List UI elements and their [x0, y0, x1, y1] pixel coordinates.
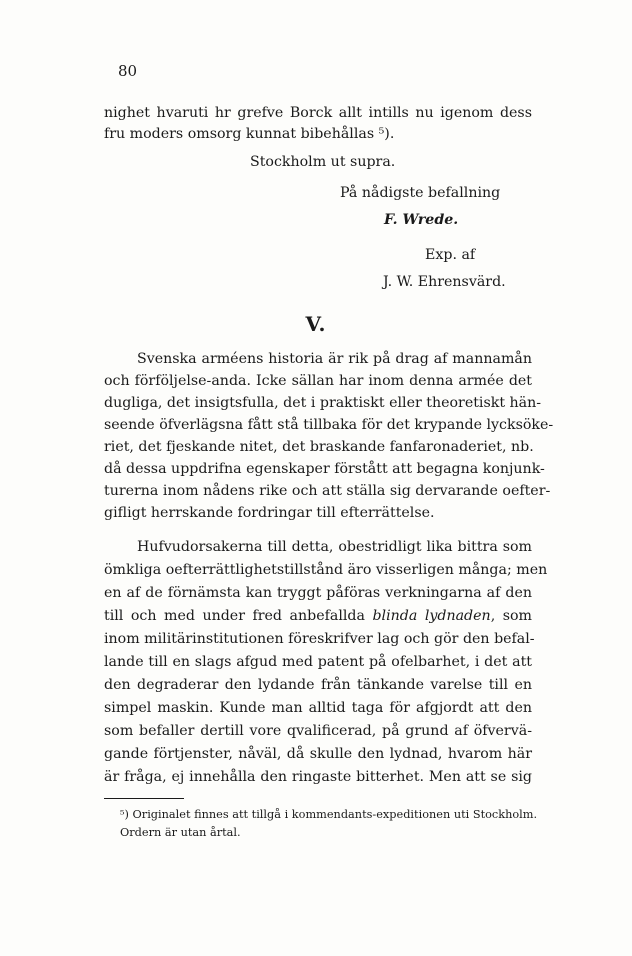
paragraph-line: inom militärinstitutionen föreskrifver lag och gör den befal-: [104, 631, 535, 647]
paragraph-line: riet, det fjeskande nitet, det braskande fanfaronaderiet, nb.: [104, 439, 534, 455]
paragraph-line: och förföljelse-anda. Icke sällan har inom denna armée det: [104, 373, 532, 389]
text-run: , som: [490, 608, 532, 624]
expeditor: J. W. Ehrensvärd.: [383, 274, 506, 290]
expedited-by: Exp. af: [425, 247, 476, 263]
footnote-line: Ordern är utan årtal.: [120, 826, 241, 839]
paragraph-line: seende öfverlägsna fått stå tillbaka för det krypande lycksöke-: [104, 417, 554, 433]
paragraph-line: då dessa uppdrifna egenskaper förstått att begagna konjunk-: [104, 461, 545, 477]
paragraph-line: är fråga, ej innehålla den ringaste bitterhet. Men att se sig: [104, 769, 532, 785]
place-date: Stockholm ut supra.: [250, 154, 396, 170]
paragraph-line: en af de förnämsta kan tryggt påföras verkningarna af den: [104, 585, 532, 601]
paragraph-line: lande till en slags afgud med patent på ofelbarhet, i det att: [104, 654, 532, 670]
paragraph-line: som befaller dertill vore qvalificerad, på grund af öfvervä-: [104, 723, 532, 739]
signatory: F. Wrede.: [384, 212, 459, 228]
paragraph-line: Svenska arméens historia är rik på drag af mannamån: [137, 351, 532, 367]
paragraph-line: [104, 606, 532, 626]
letter-text-line: fru moders omsorg kunnat bibehållas ⁵).: [104, 126, 395, 142]
footnote-rule: [104, 798, 184, 799]
text-run: till och med under fred anbefallda: [104, 608, 373, 624]
paragraph-line: den degraderar den lydande från tänkande varelse till en: [104, 677, 532, 693]
paragraph-line: gande förtjenster, nåväl, då skulle den lydnad, hvarom här: [104, 746, 532, 762]
emphasized-text: blinda lydnaden: [372, 608, 491, 624]
command-line: På nådigste befallning: [340, 185, 501, 201]
letter-text-line: nighet hvaruti hr grefve Borck allt intills nu igenom dess: [104, 105, 532, 121]
paragraph-line: gifligt herrskande fordringar till efterrättelse.: [104, 505, 435, 521]
paragraph-line: Hufvudorsakerna till detta, obestridligt lika bittra som: [137, 539, 532, 555]
paragraph-line: simpel maskin. Kunde man alltid taga för afgjordt att den: [104, 700, 532, 716]
paragraph-line: ömkliga oefterrättlighetstillstånd äro visserligen många; men: [104, 562, 548, 578]
footnote-line: ⁵) Originalet finnes att tillgå i kommendants-expeditionen uti Stockholm.: [120, 808, 538, 821]
section-heading: V.: [305, 312, 327, 336]
page-number: 80: [118, 62, 138, 80]
paragraph-line: dugliga, det insigtsfulla, det i praktiskt eller theoretiskt hän-: [104, 395, 542, 411]
paragraph-line: turerna inom nådens rike och att ställa sig dervarande oefter-: [104, 483, 551, 499]
